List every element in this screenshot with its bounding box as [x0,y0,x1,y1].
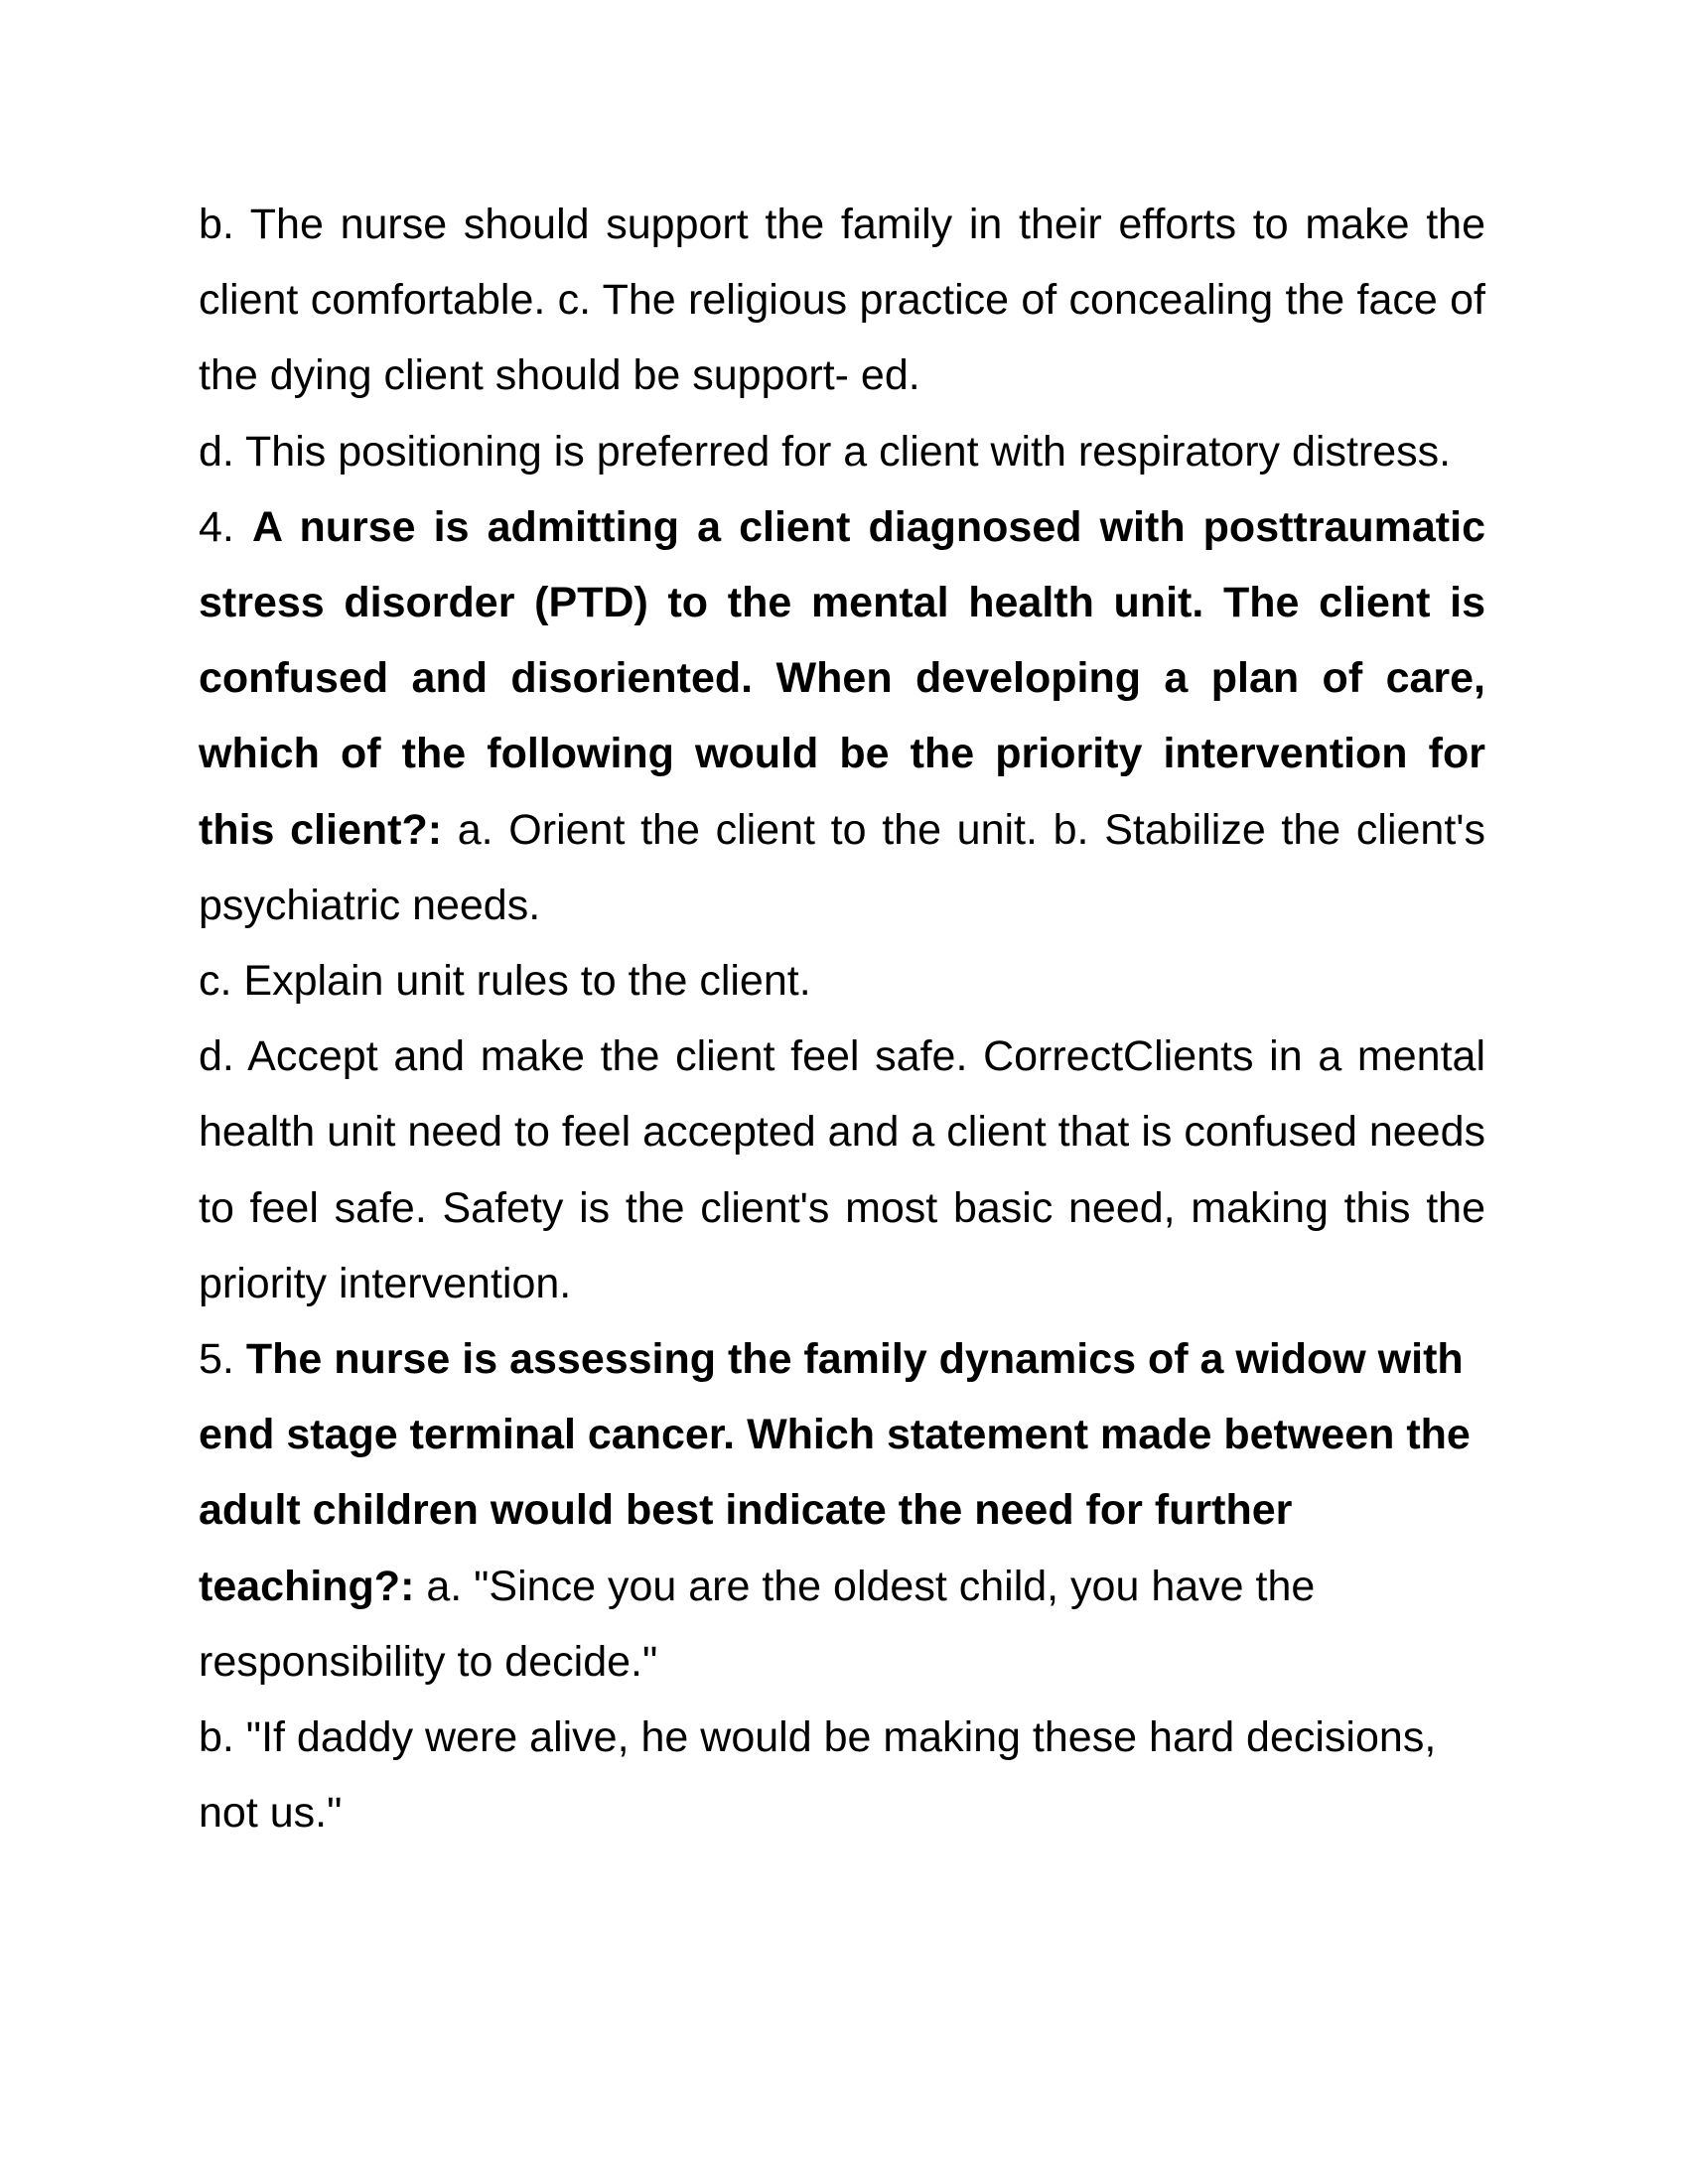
question-5-number: 5. [199,1335,234,1384]
question-5-option-b: b. "If daddy were alive, he would be making these hard decisions, not us." [199,1713,1437,1838]
question-4-options-ab: a. Orient the client to the unit. b. Stabilize the client's psychiatric needs. [199,805,1485,929]
continuation-option-d: d. This positioning is preferred for a client with respiratory distress. [199,427,1452,476]
question-4-option-c: c. Explain unit rules to the client. [199,957,811,1006]
question-5 [199,1321,1479,1700]
continuation-option-b: b. The nurse should support the family in their efforts to make the client comfortable. c. The religious practice of concealing the face of the dying client should be support- ed. [199,201,1485,400]
question-4-option-d: d. Accept and make the client feel safe. CorrectClients in a mental health unit need to feel accepted and a client that is confused needs to feel safe. Safety is the client's most basic need, making this the priority intervention. [199,1032,1485,1307]
question-5-option-a: a. "Since you are the oldest child, you have the responsibility to decide." [199,1562,1316,1686]
question-5-text: The nurse is assessing the family dynamics of a widow with end stage terminal cancer. Which statement made between the adult children would best indicate the need for further teaching?: [199,1335,1471,1610]
question-4-number: 4. [199,502,234,551]
question-4 [199,489,1485,943]
document-page [199,187,1485,1850]
question-4-text: A nurse is admitting a client diagnosed with posttraumatic stress disorder (PTD) to the mental health unit. The client is confused and disoriented. When developing a plan of care, which of the following would be the priority intervention for this client?: [199,502,1485,854]
